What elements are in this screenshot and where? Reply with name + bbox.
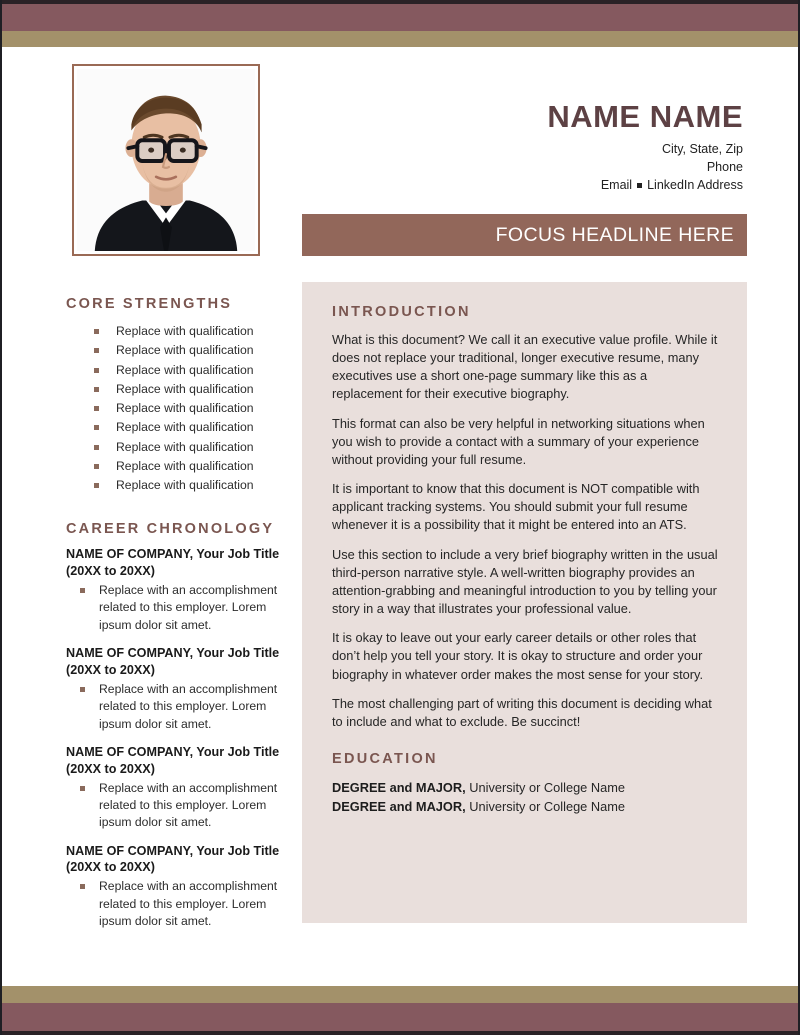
square-bullet-icon (80, 687, 85, 692)
education-list (332, 778, 719, 816)
core-strength-label: Replace with qualification (116, 401, 254, 416)
education-school: University or College Name (465, 799, 625, 815)
square-bullet-icon (94, 368, 99, 373)
core-strength-item (66, 418, 288, 437)
core-strength-item (66, 457, 288, 476)
career-entry-bullet-text: Replace with an accomplishment related to this employer. Lorem ipsum dolor sit amet. (99, 681, 278, 731)
top-mauve-band (2, 4, 798, 31)
introduction-paragraph: This format can also be very helpful in networking situations when you wish to provide a contact with a summary of your experience without providing your full resume. (332, 415, 705, 467)
bottom-mauve-band (2, 1003, 798, 1031)
top-tan-band (2, 31, 798, 47)
header-block (323, 100, 743, 194)
education-entry (332, 797, 719, 816)
core-strength-item (66, 361, 288, 380)
career-entry-bullet-text: Replace with an accomplishment related to this employer. Lorem ipsum dolor sit amet. (99, 780, 278, 830)
core-strength-item (66, 476, 288, 495)
core-strength-label: Replace with qualification (116, 439, 254, 454)
career-entry-bullet (66, 582, 288, 634)
core-strength-label: Replace with qualification (116, 362, 254, 377)
square-bullet-icon (80, 884, 85, 889)
career-entry-title: NAME OF COMPANY, Your Job Title (20XX to 20XX) (66, 646, 280, 677)
separator-square-icon (637, 183, 642, 188)
square-bullet-icon (94, 406, 99, 411)
square-bullet-icon (80, 588, 85, 593)
career-entry-title: NAME OF COMPANY, Your Job Title (20XX to 20XX) (66, 744, 280, 776)
contact-linkedin: LinkedIn Address (647, 178, 743, 193)
profile-photo-frame (72, 64, 260, 256)
contact-phone: Phone (706, 160, 743, 175)
square-bullet-icon (94, 445, 99, 450)
square-bullet-icon (94, 387, 99, 392)
introduction-heading: INTRODUCTION (332, 304, 471, 320)
career-entry (66, 744, 288, 832)
career-entry-title: NAME OF COMPANY, Your Job Title (20XX to 20XX) (66, 843, 280, 875)
core-strength-label: Replace with qualification (116, 343, 254, 358)
core-strength-item (66, 438, 288, 457)
introduction-paragraph: The most challenging part of writing this document is deciding what to include and what to exclude. Be succinct! (332, 695, 712, 729)
introduction-paragraphs (332, 331, 719, 731)
core-strength-label: Replace with qualification (116, 458, 254, 473)
core-strengths-heading: CORE STRENGTHS (66, 296, 233, 312)
education-heading: EDUCATION (332, 750, 438, 767)
left-column (66, 296, 288, 941)
career-entry (66, 546, 288, 634)
career-entry-bullet (66, 780, 288, 832)
introduction-paragraph: What is this document? We call it an executive value profile. While it does not replace your traditional, longer executive resume, many executives use a short one-page summary like this as a replacement for their executive biography. (332, 332, 718, 402)
introduction-paragraph: Use this section to include a very brief biography written in the usual third-person narrative style. A well-written biography provides an attention-grabbing and meaningful introduction to you by telling your story in a way that illustrates your professional value. (332, 546, 718, 617)
career-chronology-heading: CAREER CHRONOLOGY (66, 521, 275, 538)
core-strength-item (66, 380, 288, 399)
headshot-illustration (77, 69, 255, 251)
page-title: NAME NAME (547, 99, 743, 134)
career-entry (66, 645, 288, 733)
introduction-paragraph: It is important to know that this document is NOT compatible with applicant tracking systems. You should submit your full resume whenever it is a possibility that it might be entered into an ATS. (332, 481, 700, 533)
career-entry-bullet-text: Replace with an accomplishment related to this employer. Lorem ipsum dolor sit amet. (99, 879, 278, 928)
contact-location: City, State, Zip (661, 142, 743, 157)
career-chronology-list (66, 546, 288, 930)
focus-headline-text: FOCUS HEADLINE HERE (495, 223, 734, 246)
education-entry (332, 778, 719, 797)
education-degree: DEGREE and MAJOR, (332, 799, 466, 815)
bottom-tan-band (2, 986, 798, 1003)
square-bullet-icon (94, 464, 99, 469)
core-strength-item (66, 322, 288, 341)
square-bullet-icon (94, 483, 99, 488)
square-bullet-icon (94, 329, 99, 334)
education-school: University or College Name (465, 779, 625, 795)
focus-headline-bar (302, 214, 747, 256)
education-degree: DEGREE and MAJOR, (332, 779, 466, 795)
core-strengths-list (66, 322, 288, 495)
contact-email-linkedin (323, 176, 743, 194)
career-entry-bullet (66, 681, 288, 733)
bottom-dark-rule (2, 1031, 798, 1035)
core-strength-label: Replace with qualification (116, 478, 254, 493)
career-entry-title: NAME OF COMPANY, Your Job Title (20XX to 20XX) (66, 547, 280, 579)
core-strength-item (66, 341, 288, 360)
core-strength-item (66, 399, 288, 418)
square-bullet-icon (94, 425, 99, 430)
introduction-paragraph: It is okay to leave out your early career details or other roles that don’t help you tell your story. It is okay to structure and order your biography in whatever order makes the most sense for your story. (332, 630, 704, 682)
introduction-panel (302, 282, 747, 923)
square-bullet-icon (80, 786, 85, 791)
career-entry-bullet-text: Replace with an accomplishment related to this employer. Lorem ipsum dolor sit amet. (99, 583, 278, 632)
core-strength-label: Replace with qualification (116, 420, 254, 435)
profile-photo (77, 69, 255, 251)
core-strength-label: Replace with qualification (116, 381, 254, 396)
career-entry (66, 843, 288, 931)
square-bullet-icon (94, 348, 99, 353)
contact-email: Email (600, 178, 633, 193)
core-strength-label: Replace with qualification (116, 324, 254, 338)
career-entry-bullet (66, 878, 288, 930)
